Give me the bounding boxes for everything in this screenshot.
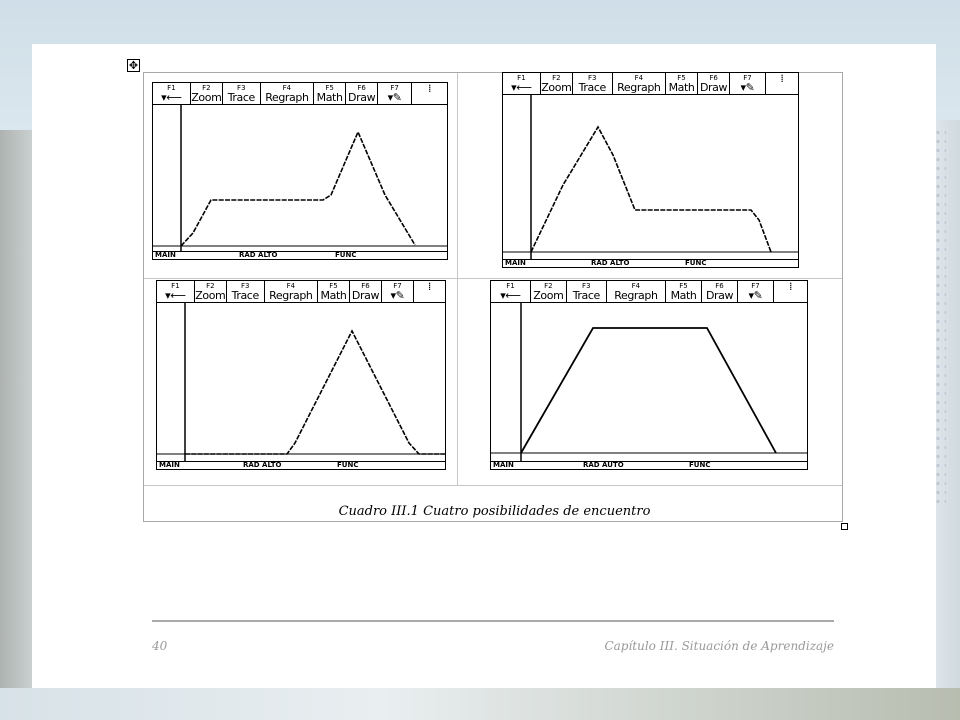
slide-background-bottom [0,688,960,720]
toolbar-f5-math: F5 Math [318,281,350,302]
table-caption-divider [144,485,842,486]
status-bar: MAIN RAD ALTO FUNC [152,251,448,260]
toolbar-f2-zoom: F2 Zoom [531,281,567,302]
footer-page-number: 40 [152,639,168,653]
calculator-toolbar [156,280,446,303]
table-column-divider [457,73,458,485]
graph-plot [503,95,798,260]
graph-area [490,303,808,461]
toolbar-f7-pencil-icon: F7 ▾✎ [730,73,766,94]
toolbar-f4-regraph: F4 Regraph [607,281,666,302]
status-bar: MAIN RAD ALTO FUNC [156,461,446,470]
calculator-screen-2 [502,72,799,268]
toolbar-f7-pencil-icon: F7 ▾✎ [378,83,412,104]
document-page [32,44,936,688]
status-bar: MAIN RAD ALTO FUNC [502,259,799,268]
toolbar-f1-tools: F1 ▾⟵ [503,73,541,94]
toolbar-f5-math: F5 Math [314,83,346,104]
toolbar-f8-icon: ⁞ [427,281,432,293]
toolbar-f1-tools: F1 ▾⟵ [491,281,531,302]
toolbar-f6-draw: F6 Draw [346,83,378,104]
toolbar-f6-draw: F6 Draw [702,281,738,302]
calculator-toolbar [490,280,808,303]
toolbar-f4-regraph: F4 Regraph [613,73,666,94]
toolbar-f3-trace: F3 Trace [223,83,261,104]
toolbar-f8-icon: ⁞ [780,73,784,85]
toolbar-f8-icon: ⁞ [428,83,432,95]
table-row-divider [144,278,842,279]
table-move-handle-icon[interactable]: ✥ [128,59,139,72]
toolbar-f5-math: F5 Math [666,73,698,94]
toolbar-f7-pencil-icon: F7 ▾✎ [382,281,414,302]
table-resize-handle[interactable] [841,523,848,530]
calculator-toolbar [502,72,799,95]
toolbar-f1-tools: F1 ▾⟵ [157,281,195,302]
toolbar-f4-regraph: F4 Regraph [261,83,314,104]
footer-chapter-title: Capítulo III. Situación de Aprendizaje [604,639,834,653]
toolbar-f6-draw: F6 Draw [350,281,382,302]
toolbar-f3-trace: F3 Trace [573,73,613,94]
toolbar-f7-pencil-icon: F7 ▾✎ [738,281,774,302]
toolbar-f4-regraph: F4 Regraph [265,281,318,302]
toolbar-f2-zoom: F2 Zoom [191,84,222,104]
graph-area [152,105,448,251]
toolbar-f3-trace: F3 Trace [227,281,265,302]
toolbar-f3-trace: F3 Trace [567,281,607,302]
toolbar-f5-math: F5 Math [666,281,702,302]
footer-rule [152,620,834,622]
figure-caption: Cuadro III.1 Cuatro posibilidades de encuentro [338,504,651,519]
graph-area [156,303,446,461]
graph-plot [153,105,447,251]
toolbar-f2-zoom: F2 Zoom [195,282,226,302]
status-bar: MAIN RAD AUTO FUNC [490,461,808,470]
toolbar-f2-zoom: F2 Zoom [541,74,572,94]
graph-plot [491,303,807,461]
calculator-toolbar [152,82,448,105]
calculator-screen-4 [490,280,808,470]
toolbar-f8-icon: ⁞ [788,281,793,293]
toolbar-f6-draw: F6 Draw [698,73,730,94]
graph-area [502,95,799,260]
graph-plot [157,303,445,461]
calculator-screen-3 [156,280,446,470]
toolbar-f1-tools: F1 ▾⟵ [153,83,191,104]
calculator-screen-1 [152,82,448,260]
